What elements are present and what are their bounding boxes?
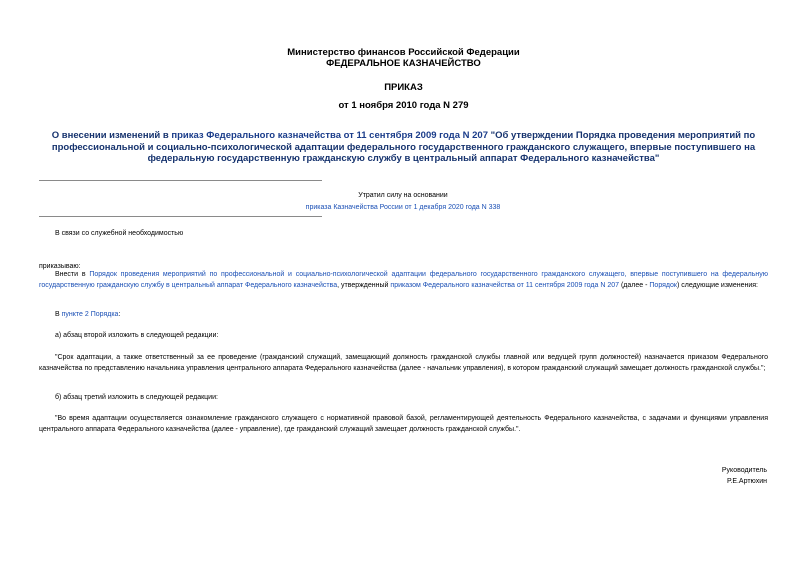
ministry-name: Министерство финансов Российской Федерации: [287, 47, 520, 58]
signature-position: Руководитель: [721, 467, 767, 474]
paragraph-subpoint-b: б) абзац третий изложить в следующей редакции:: [55, 394, 218, 401]
status-note-link[interactable]: приказа Казначейства России от 1 декабря 2020 года N 338: [305, 204, 501, 211]
p3-text-c: (далее -: [619, 281, 650, 289]
signature-name: Р.Е.Артюхин: [727, 478, 767, 485]
p4-text-a: В: [55, 311, 62, 318]
paragraph-point-2: [39, 310, 768, 321]
point-2-link[interactable]: пункте 2 Порядка: [61, 311, 119, 318]
p3-text-d: ) следующие изменения:: [676, 281, 759, 289]
subject-amended-order-link[interactable]: приказ Федерального казначейства от 11 сентября 2009 года N 207: [171, 130, 488, 141]
procedure-short-link[interactable]: Порядок: [649, 281, 677, 289]
p3-text-b: , утвержденный: [337, 281, 391, 289]
document-subject: [30, 130, 777, 165]
paragraph-preamble: В связи со служебной необходимостью: [55, 230, 184, 237]
paragraph-quote-a: "Срок адаптации, а также ответственный за ее проведение (гражданский служащий, замещающий должность гражданской службы главной или ведущей групп должностей) назначается приказом Федерального казначейства по представлению начальника управления центрального аппарата Федерального казначейства (далее - начальник управления), в котором гражданский служащий замещает должность гражданской службы.";: [39, 354, 768, 372]
paragraph-subpoint-a: а) абзац второй изложить в следующей редакции:: [55, 332, 219, 339]
paragraph-quote-b: "Во время адаптации осуществляется ознакомление гражданского служащего с нормативной правовой базой, регламентирующей деятельность Федерального казначейства, с задачами и функциями управления центрального аппарата Федерального казначейства (далее - управление), где гражданский служащий замещает должность гражданской службы.".: [39, 415, 768, 433]
p3-text-a: Внести в: [55, 271, 90, 278]
document-type: ПРИКАЗ: [384, 82, 423, 93]
divider-top: [39, 180, 322, 181]
divider-bottom: [39, 216, 322, 217]
p4-text-b: :: [118, 311, 121, 318]
procedure-link[interactable]: Порядок проведения мероприятий по профессиональной и социально-психологической адаптации федерального государственного гражданского служащего, впервые поступившего на федеральную государственную гражданскую службу в центральный аппарат Федерального казначейства: [39, 271, 769, 289]
agency-name: ФЕДЕРАЛЬНОЕ КАЗНАЧЕЙСТВО: [326, 58, 481, 69]
paragraph-order: приказываю:: [39, 263, 81, 270]
subject-prefix: О внесении изменений в: [51, 130, 172, 141]
document-date-number: от 1 ноября 2010 года N 279: [338, 100, 469, 111]
paragraph-changes: [39, 270, 768, 292]
order-207-link[interactable]: приказом Федерального казначейства от 11 сентября 2009 года N 207: [390, 281, 620, 289]
subject-suffix: "Об утверждении Порядка проведения мероприятий по профессиональной и социально-психологической адаптации федерального государственного гражданского служащего, впервые поступившего на федеральную государственную гражданскую службу в центральный аппарат Федерального казначейства": [51, 130, 756, 164]
status-note-text: Утратил силу на основании: [358, 192, 448, 199]
